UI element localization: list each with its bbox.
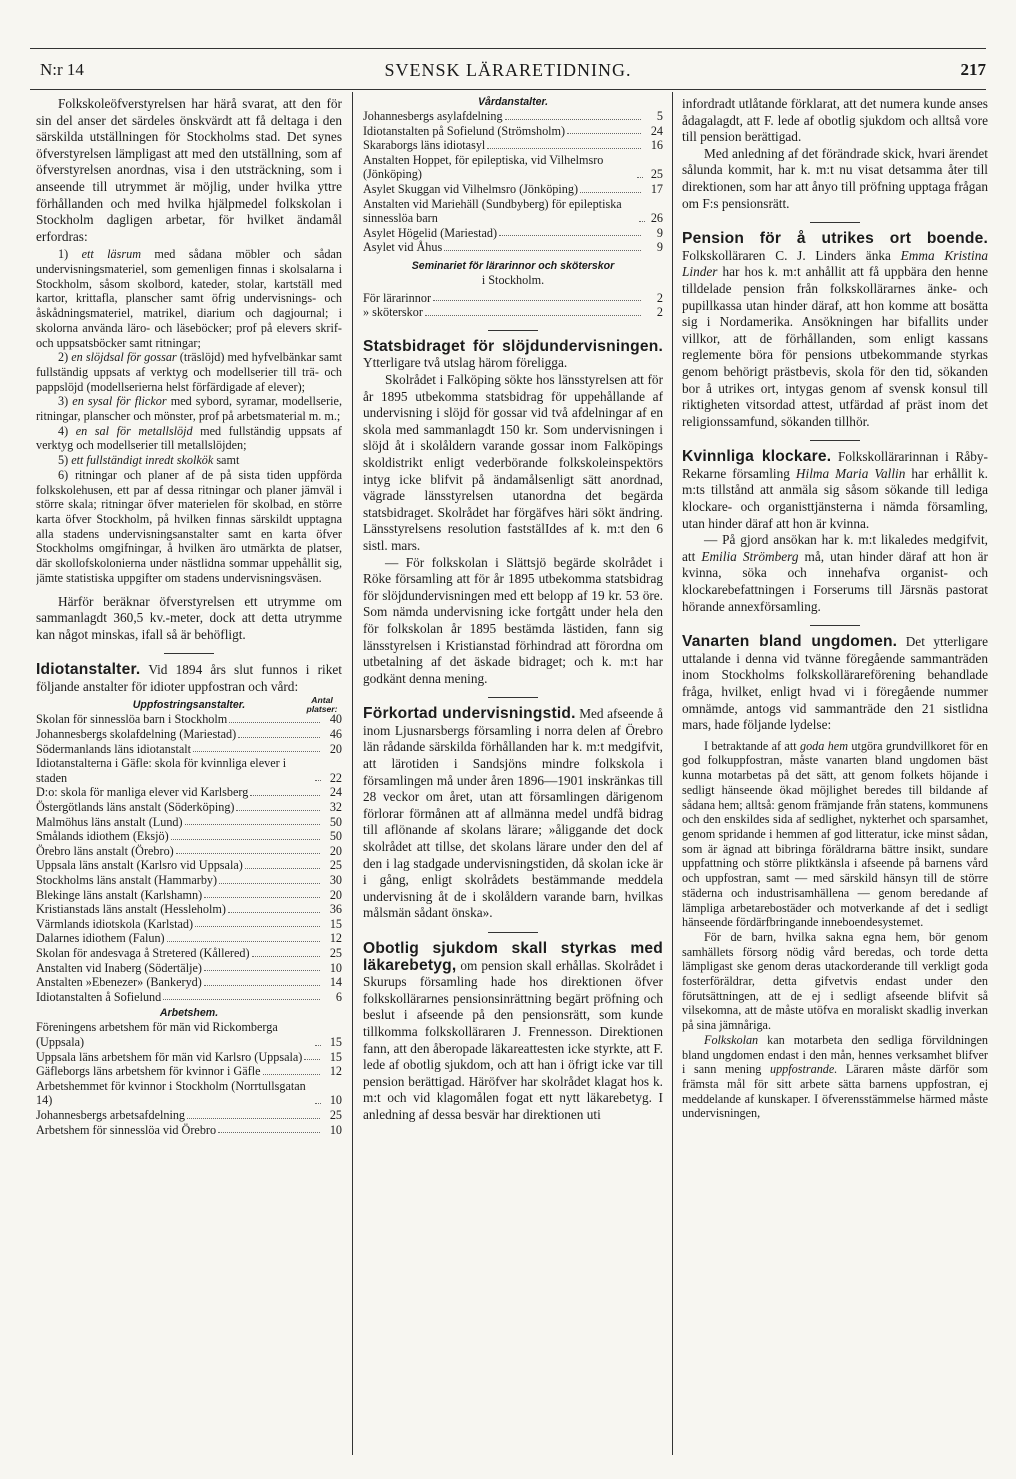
section-heading: Vanarten bland ungdomen. bbox=[682, 633, 898, 651]
row-value: 24 bbox=[329, 785, 342, 800]
list-heading: Uppfostringsanstalter. bbox=[132, 699, 246, 712]
list-row bbox=[36, 756, 342, 785]
row-value: 17 bbox=[650, 181, 663, 196]
klockare-article: Kvinnliga klockare. Folkskollärarinnan i Råby-Rekarne församling Hilma Maria Vallin har erhållit k. m:ts tillstånd att anmäla sig såsom sökande till lediga klockare- och organisttjänsterna i nämda församling, utan hinder däraf att hon är kvinna. bbox=[682, 448, 988, 531]
dot-leader bbox=[163, 999, 320, 1000]
arbetshem-list bbox=[36, 1020, 342, 1137]
row-value: 9 bbox=[656, 240, 663, 255]
row-label: » sköterskor bbox=[363, 305, 423, 320]
item-number: 1) bbox=[58, 247, 69, 262]
dot-leader bbox=[487, 148, 641, 149]
dot-leader bbox=[499, 235, 641, 236]
klockare-article-2: — På gjord ansökan har k. m:t likaledes medgifvit, att Emilia Strömberg må, utan hinder däraf att hon är kvinna, söka och innehafva organist- och klockarebefattningen i Forserums till Järsnäs pastorat hörande annexförsamling. bbox=[682, 532, 988, 614]
row-value: 25 bbox=[329, 858, 342, 873]
seminariet-list bbox=[363, 291, 663, 320]
dot-leader bbox=[263, 1074, 321, 1075]
row-value: 15 bbox=[329, 916, 342, 931]
section-heading: Idiotanstalter. bbox=[36, 661, 141, 679]
exhibition-conclusion: Härför beräknar öfverstyrelsen ett utrymme om sammanlagdt 360,5 kv.-meter, dock att detta utrymme kan något minskas, ifall så är behöfligt. bbox=[36, 593, 342, 642]
obotlig-continued: infordradt utlåtande förklarat, att det numera kunde anses ådagalagdt, att F. lede af obotlig sjukdom och alltså vore till pension berättigad. bbox=[682, 96, 988, 145]
list-row bbox=[36, 858, 342, 873]
row-label: Skolan för sinnesslöa barn i Stockholm bbox=[36, 712, 228, 727]
list-row bbox=[36, 712, 342, 727]
list-row bbox=[363, 240, 663, 255]
dot-leader bbox=[204, 970, 320, 971]
list-row bbox=[36, 829, 342, 844]
item-text: (träslöjd) med hyfvelbänkar samt fullständig uppsats af verktyg och modellserier till trä- och pappslöjd (modellserierna helst förfärdigade af elever); bbox=[36, 350, 342, 394]
top-rule bbox=[30, 48, 986, 49]
row-label: Anstalten »Ebenezer» (Bankeryd) bbox=[36, 975, 202, 990]
section-heading: Förkortad undervisningstid. bbox=[363, 705, 576, 723]
dot-leader bbox=[167, 941, 320, 942]
dot-leader bbox=[245, 868, 320, 869]
list-row bbox=[36, 727, 342, 742]
header-rule bbox=[30, 89, 986, 90]
row-label: Gäfleborgs läns arbetshem för kvinnor i Gäfle bbox=[36, 1064, 261, 1079]
dot-leader bbox=[315, 780, 321, 781]
row-label: Asylet Skuggan vid Vilhelmsro (Jönköping) bbox=[363, 181, 579, 196]
vardanstalter-list bbox=[363, 109, 663, 255]
list-item bbox=[36, 424, 342, 453]
dot-leader bbox=[176, 853, 320, 854]
requirements-list bbox=[36, 247, 342, 585]
dot-leader bbox=[185, 824, 320, 825]
row-label: Johannesbergs skolafdelning (Mariestad) bbox=[36, 727, 237, 742]
uppf-heading-row bbox=[36, 695, 342, 715]
row-value: 50 bbox=[329, 829, 342, 844]
separator bbox=[488, 697, 538, 698]
row-value: 25 bbox=[329, 945, 342, 960]
list-row bbox=[36, 785, 342, 800]
list-row bbox=[36, 961, 342, 976]
column-1 bbox=[36, 96, 342, 1137]
item-number: 3) bbox=[58, 394, 69, 409]
dot-leader bbox=[425, 315, 641, 316]
dot-leader bbox=[252, 956, 320, 957]
row-value: 15 bbox=[329, 1034, 342, 1049]
list-heading: Seminariet för lärarinnor och sköterskor bbox=[411, 259, 615, 272]
row-value: 20 bbox=[329, 741, 342, 756]
stats-intro: Statsbidraget för slöjdundervisningen. Ytterligare två utslag härom föreligga. bbox=[363, 337, 663, 371]
item-number: 2) bbox=[58, 350, 69, 365]
dot-leader bbox=[433, 300, 641, 301]
row-label: Uppsala läns anstalt (Karlsro vid Uppsala) bbox=[36, 858, 243, 873]
row-value: 46 bbox=[329, 727, 342, 742]
dot-leader bbox=[229, 722, 320, 723]
list-row bbox=[363, 153, 663, 182]
row-label: För lärarinnor bbox=[363, 290, 432, 305]
column-divider bbox=[352, 92, 353, 1455]
row-value: 26 bbox=[650, 211, 663, 226]
row-label: Anstalten vid Mariehäll (Sundbyberg) för epileptiska sinnesslöa barn bbox=[363, 196, 622, 226]
antal-platser-label: Antal platser: bbox=[306, 695, 338, 715]
list-item bbox=[36, 247, 342, 350]
section-heading: Obotlig sjukdom skall styrkas med läkarebetyg, bbox=[363, 940, 663, 974]
list-row bbox=[36, 902, 342, 917]
row-value: 10 bbox=[329, 1122, 342, 1137]
row-label: Idiotanstalterna i Gäfle: skola för kvinnliga elever i staden bbox=[36, 756, 287, 785]
section-heading: Statsbidraget för slöjdundervisningen. bbox=[363, 337, 663, 355]
list-row bbox=[36, 1123, 342, 1138]
list-row bbox=[36, 844, 342, 859]
dot-leader bbox=[219, 883, 320, 884]
item-text: samt bbox=[216, 453, 240, 468]
dot-leader bbox=[637, 177, 643, 178]
row-label: Arbetshemmet för kvinnor i Stockholm (Norrtullsgatan 14) bbox=[36, 1078, 306, 1108]
list-row bbox=[36, 931, 342, 946]
list-row bbox=[36, 1108, 342, 1123]
list-row bbox=[36, 1050, 342, 1065]
row-value: 25 bbox=[650, 167, 663, 182]
list-row bbox=[363, 305, 663, 320]
row-label: Östergötlands läns anstalt (Söderköping) bbox=[36, 800, 235, 815]
item-emphasis: ett läsrum bbox=[81, 247, 142, 262]
list-row bbox=[363, 109, 663, 124]
list-row bbox=[36, 1079, 342, 1108]
row-label: Idiotanstalten på Sofielund (Strömsholm) bbox=[363, 123, 566, 138]
row-value: 22 bbox=[329, 770, 342, 785]
row-value: 20 bbox=[329, 843, 342, 858]
row-value: 5 bbox=[656, 109, 663, 123]
row-label: Skaraborgs läns idiotasyl bbox=[363, 138, 486, 153]
vanarten-intro: Vanarten bland ungdomen. Det ytterligare uttalande i denna vid tvänne föregående sammanträden inom Stockholms folkskollärareförening behandlade fråga, hvilket, enligt hvad vi i föregående nummer omnämde, antogs vid sammanträde den 21 sistlidna mars, hade följande lydelse: bbox=[682, 633, 988, 733]
row-label: Uppsala läns arbetshem för män vid Karlsro (Uppsala) bbox=[36, 1049, 303, 1064]
item-emphasis: en slöjdsal för gossar bbox=[71, 350, 177, 365]
dot-leader bbox=[218, 1132, 320, 1133]
item-number: 5) bbox=[58, 453, 69, 468]
row-label: D:o: skola för manliga elever vid Karlsberg bbox=[36, 785, 249, 800]
row-value: 14 bbox=[329, 975, 342, 990]
dot-leader bbox=[315, 1103, 321, 1104]
row-label: Idiotanstalten å Sofielund bbox=[36, 989, 162, 1004]
list-row bbox=[363, 197, 663, 226]
dot-leader bbox=[567, 133, 641, 134]
row-value: 10 bbox=[329, 960, 342, 975]
dot-leader bbox=[580, 192, 641, 193]
item-number: 4) bbox=[58, 423, 69, 438]
row-label: Södermanlands läns idiotanstalt bbox=[36, 741, 192, 756]
dot-leader bbox=[195, 926, 320, 927]
list-row bbox=[36, 800, 342, 815]
dot-leader bbox=[204, 897, 320, 898]
separator bbox=[810, 625, 860, 626]
row-label: Föreningens arbetshem för män vid Rickomberga (Uppsala) bbox=[36, 1020, 278, 1049]
dot-leader bbox=[228, 912, 320, 913]
dot-leader bbox=[238, 737, 320, 738]
row-value: 20 bbox=[329, 887, 342, 902]
dot-leader bbox=[171, 839, 320, 840]
list-row bbox=[363, 291, 663, 306]
list-row bbox=[36, 990, 342, 1005]
row-value: 6 bbox=[335, 989, 342, 1004]
column-2 bbox=[363, 96, 663, 1124]
list-row bbox=[363, 124, 663, 139]
section-heading: Kvinnliga klockare. bbox=[682, 448, 832, 466]
row-value: 30 bbox=[329, 873, 342, 888]
stats-paragraph: Skolrådet i Falköping sökte hos länsstyrelsen att för år 1895 utbekomma statsbidrag för uppehållande af undervisning i slöjd för gossar vid två afdelningar af en skola med sammanlagdt 150 kr. Som undervisningen i slöjd åt i skolåldern varande gossar inom Falköpings skoldistrikt enligt vederbörande folkskoleinspektörs intyg icke blifvit på ändamålsenligt sätt anordnad, vägrade länsstyrelsen utanordna det begärda statsbidraget. Skolrådet har förgäfves häri sökt ändring. Länsstyrelsens resolution faststälIdes af k. m:t den 6 sistl. mars. bbox=[363, 372, 663, 553]
row-value: 10 bbox=[329, 1093, 342, 1108]
row-value: 9 bbox=[656, 225, 663, 240]
row-label: Skolan för andesvaga å Stretered (Kållered) bbox=[36, 945, 250, 960]
list-item bbox=[36, 350, 342, 394]
fork-article: Förkortad undervisningstid. Med afseende å inom Ljusnarsbergs församling i norra delen af Örebro län rådande särskilda förhållanden har k. m:t medgifvit, att lärotiden i Sandsjöns mindre folkskola i församlingen må under åren 1896—1901 inskränkas till 28 veckor om året, utan att församlingen därigenom förlorar förmånen att af allmänna medel undfå bidrag till aflönande af skolans lärare; »åliggande det dock skolrådet att tillse, det skolans lärare under den del af den i lag stadgade undervisningstiden, då skolan icke är i gång, enligt skolrådets bestämmande meddela undervisning åt de i skolåldern varande barn, hvilkas målsmän sådant önska». bbox=[363, 705, 663, 921]
exhibition-intro: Folkskoleöfverstyrelsen har härå svarat, att den för sin del anser det särdeles önskvärdt att få deltaga i den särskilda utställningen för Stockholms stad. Det synes öfverstyrelsen lämpligast att med den utställning, som af öfverstyrelsen anordnas, visa i den utsträckning, som i anseende till utrymmet är möjlig, under hvilka yttre förhållanden och med hvilka hjälpmedel folkskolan i Stockholm dagligen arbetar, för hvilket ändamål erfordras: bbox=[36, 96, 342, 244]
list-row bbox=[36, 888, 342, 903]
row-label: Värmlands idiotskola (Karlstad) bbox=[36, 916, 194, 931]
row-value: 24 bbox=[650, 123, 663, 138]
row-label: Malmöhus läns anstalt (Lund) bbox=[36, 814, 183, 829]
separator bbox=[810, 222, 860, 223]
row-value: 32 bbox=[329, 800, 342, 815]
vanarten-paragraph: Folkskolan kan motarbeta den sedliga förvildningen bland ungdomen endast i den mån, hennes verksamhet blifver i sann mening uppfostrande. Läraren måste därför som främsta mål för sitt arbete sätta barnens uppfostran, ej meddelande af kunskaper. I öfverensstämmelse härmed måste undervisningen, bbox=[682, 1032, 988, 1121]
row-label: Asylet Högelid (Mariestad) bbox=[363, 225, 498, 240]
item-emphasis: ett fullständigt inredt skolkök bbox=[71, 453, 214, 468]
column-3 bbox=[682, 96, 988, 1121]
dot-leader bbox=[187, 1118, 320, 1119]
obotlig-article: Obotlig sjukdom skall styrkas med läkarebetyg, om pension skall erhållas. Skolrådet i Skurups församling hade hos direktionen öfver folkskollärarnes pensionsinrättning begärt pröfning och beslut i afseende på den pensionsrätt, som kunde tillkomma folkskolläraren J. Frennesson. Direktionen fann, att den åberopade läkareattesten icke styrkte, att F. lede af obotlig sjukdom, och att han i öfrigt icke var till pension berättigad. Häröfver har skolrådet klagat hos k. m:t och vid klagomålen fogat ett nytt läkarebetyg. I anledning af dessa besvär har direktionen uti bbox=[363, 940, 663, 1122]
row-value: 50 bbox=[329, 814, 342, 829]
row-label: Kristianstads läns anstalt (Hessleholm) bbox=[36, 902, 226, 917]
stats-paragraph: — För folkskolan i Slättsjö begärde skolrådet i Röke församling att för år 1895 utbekomma statsbidrag för slöjdundervisningen med ett belopp af 19 kr. 53 öre. Som nämda undervisning icke fortgått under hela den för folkskolan år 1895 bestämda lästiden, fann sig länsstyrelsen i Kristianstad förhindrad att förordna om utbetalning af det äskade bidraget; och k. m:t har godkänt denna mening. bbox=[363, 554, 663, 686]
row-label: Anstalten vid Inaberg (Södertälje) bbox=[36, 960, 202, 975]
dot-leader bbox=[250, 795, 320, 796]
dot-leader bbox=[315, 1045, 321, 1046]
dot-leader bbox=[193, 751, 320, 752]
row-value: 15 bbox=[329, 1049, 342, 1064]
list-item bbox=[36, 453, 342, 468]
section-heading: Pension för å utrikes ort boende. bbox=[682, 230, 988, 248]
dot-leader bbox=[639, 221, 645, 222]
uppfostringsanstalter-list bbox=[36, 712, 342, 1004]
list-row bbox=[363, 182, 663, 197]
row-value: 12 bbox=[329, 931, 342, 946]
list-row bbox=[36, 946, 342, 961]
list-heading: Vårdanstalter. bbox=[477, 96, 549, 108]
row-value: 2 bbox=[656, 290, 663, 305]
row-value: 40 bbox=[329, 712, 342, 727]
list-row bbox=[36, 742, 342, 757]
list-row bbox=[36, 1064, 342, 1079]
page-number: 217 bbox=[960, 60, 986, 79]
separator bbox=[488, 932, 538, 933]
list-row bbox=[36, 917, 342, 932]
dot-leader bbox=[304, 1059, 320, 1060]
item-number: 6) bbox=[58, 467, 69, 482]
separator bbox=[164, 653, 214, 654]
row-label: Arbetshem för sinnesslöa vid Örebro bbox=[36, 1122, 217, 1137]
obotlig-continued-2: Med anledning af det förändrade skick, hvari ärendet sålunda kommit, har k. m:t nu visat detsamma åter till direktionen, som har att ånyo till pröfning upptaga frågan om F:s pensionsrätt. bbox=[682, 145, 988, 211]
row-label: Johannesbergs arbetsafdelning bbox=[36, 1107, 186, 1122]
vanarten-paragraph: I betraktande af att goda hem utgöra grundvillkoret för en god folkuppfostran, måste vanarten bland ungdomen bäst kunna motarbetas på det sätt, att genom folkets höjande i sedligt hänseende ökad möjlighet beredes till bildande af sådana hem; alltså: genom främjande från statens, kommunens och den enskildes sida af sedlighet, nykterhet och sparsamhet, genom spridande i hemmen af god litteratur, icke minst sådan, som är ägnad att bibringa föräldrarna bättre insikt, sundare uppfattning och större pliktkänsla i afseende på barnens vård och uppfostran, samt — med särskild hänsyn till de större städerna och industrisamhällena — genom beredande af lämpliga arbetarebostäder och motverkande af det i sedligt hänseende fördärfbringande inneboendesystemet. bbox=[682, 738, 988, 930]
list-heading: Arbetshem. bbox=[159, 1007, 219, 1020]
row-label: Blekinge läns anstalt (Karlshamn) bbox=[36, 887, 203, 902]
list-row bbox=[363, 138, 663, 153]
row-label: Stockholms läns anstalt (Hammarby) bbox=[36, 873, 218, 888]
issue-number: N:r 14 bbox=[40, 60, 84, 79]
list-item bbox=[36, 394, 342, 423]
list-row bbox=[36, 1020, 342, 1049]
item-text: ritningar och planer af de på sista tiden uppförda folkskolehusen, ett par af dessa ritningar och planer jämväl i större skala; ritningar öfver materielen för skolbad, en större karta öfver Stockholm, på hvilken finnas särskildt upptagna alla stadens undervisningsanstalter samt en karta öfver Stockholms omgifningar, å hvilken äro utmärkta de platser, där skollofskolonierna under nästlidna sommar uppehållit sig, jämte statistiska uppgifter om stadens undervisningsväsen. bbox=[36, 467, 342, 585]
list-row bbox=[36, 873, 342, 888]
row-value: 16 bbox=[650, 138, 663, 153]
item-emphasis: en sysal för flickor bbox=[72, 394, 167, 409]
dot-leader bbox=[444, 250, 641, 251]
separator bbox=[488, 330, 538, 331]
masthead-title: SVENSK LÄRARETIDNING. bbox=[384, 60, 632, 80]
row-label: Smålands idiothem (Eksjö) bbox=[36, 829, 169, 844]
list-row bbox=[36, 815, 342, 830]
row-label: Dalarnes idiothem (Falun) bbox=[36, 931, 165, 946]
row-label: Örebro läns anstalt (Örebro) bbox=[36, 843, 174, 858]
row-value: 2 bbox=[656, 305, 663, 320]
list-row bbox=[36, 975, 342, 990]
item-emphasis: en sal för metallslöjd bbox=[75, 423, 193, 438]
dot-leader bbox=[505, 119, 641, 120]
column-divider bbox=[672, 92, 673, 1455]
list-subheading: i Stockholm. bbox=[481, 272, 545, 287]
row-label: Asylet vid Åhus bbox=[363, 240, 443, 255]
separator bbox=[810, 440, 860, 441]
idiot-section-intro: Idiotanstalter. Vid 1894 års slut funnos i riket följande anstalter för idioter uppfostran och vård: bbox=[36, 661, 342, 694]
vanarten-paragraph: För de barn, hvilka sakna egna hem, bör genom samhällets försorg nödig vård beredas, och torde detta lämpligast ske genom deras utackorderande till verkligt goda fosterföräldrar, detta gifvetvis endast under den förutsättningen, att de ej i sedligt afseende blifvit så vilsekomna, att de måste utöfva en moraliskt skadlig inverkan på sina jämnåriga. bbox=[682, 929, 988, 1033]
row-value: 12 bbox=[329, 1064, 342, 1079]
item-text: med fullständig uppsats af verktyg och modellserier till metallslöjden; bbox=[36, 423, 342, 453]
pension-article: Pension för å utrikes ort boende. Folkskolläraren C. J. Linders änka Emma Kristina Linder har hos k. m:t anhållit att få uppbära den henne tilldelade pension från folkskollärarnes änke- och pupillkassa utan hinder däraf, att hon komme att bosätta sig i Nordamerika. Ansökningen har bifallits under villkor, att de förhållanden, som enligt kassans reglemente böra för pensions utbekommande styrkas genom behörigt prästbevis, skola för den tid, sökanden bor å utrikes ort, intygas genom af svensk konsul till riktigheten vitsordad attest, utfärdad af präst inom det religionssamfund, sökanden tillhör. bbox=[682, 230, 988, 429]
list-row bbox=[363, 226, 663, 241]
list-item bbox=[36, 468, 342, 586]
row-value: 36 bbox=[329, 902, 342, 917]
row-label: Anstalten Hoppet, för epileptiska, vid Vilhelmsro (Jönköping) bbox=[363, 152, 604, 182]
dot-leader bbox=[204, 985, 320, 986]
item-text: med sådana möbler och sådan undervisningsmateriel, som gemenligen finnas i skolsalarna i Stockholm, såsom skolbord, kateder, stolar, kartställ med kartor, krittafla, planscher samt öfrig undervisnings- och åskådningsmateriel, matrikel, diarium och dagjournal; i skolorna använda läro- och läseböcker; prof på elevers skrif- och uppsatsböcker samt ritningar; bbox=[36, 247, 342, 350]
row-label: Johannesbergs asylafdelning bbox=[363, 109, 503, 123]
dot-leader bbox=[236, 810, 320, 811]
row-value: 25 bbox=[329, 1107, 342, 1122]
item-text: med sybord, syramar, modellserie, ritningar, planscher och mönster, prof på arbetsmaterial m. m.; bbox=[36, 394, 342, 424]
